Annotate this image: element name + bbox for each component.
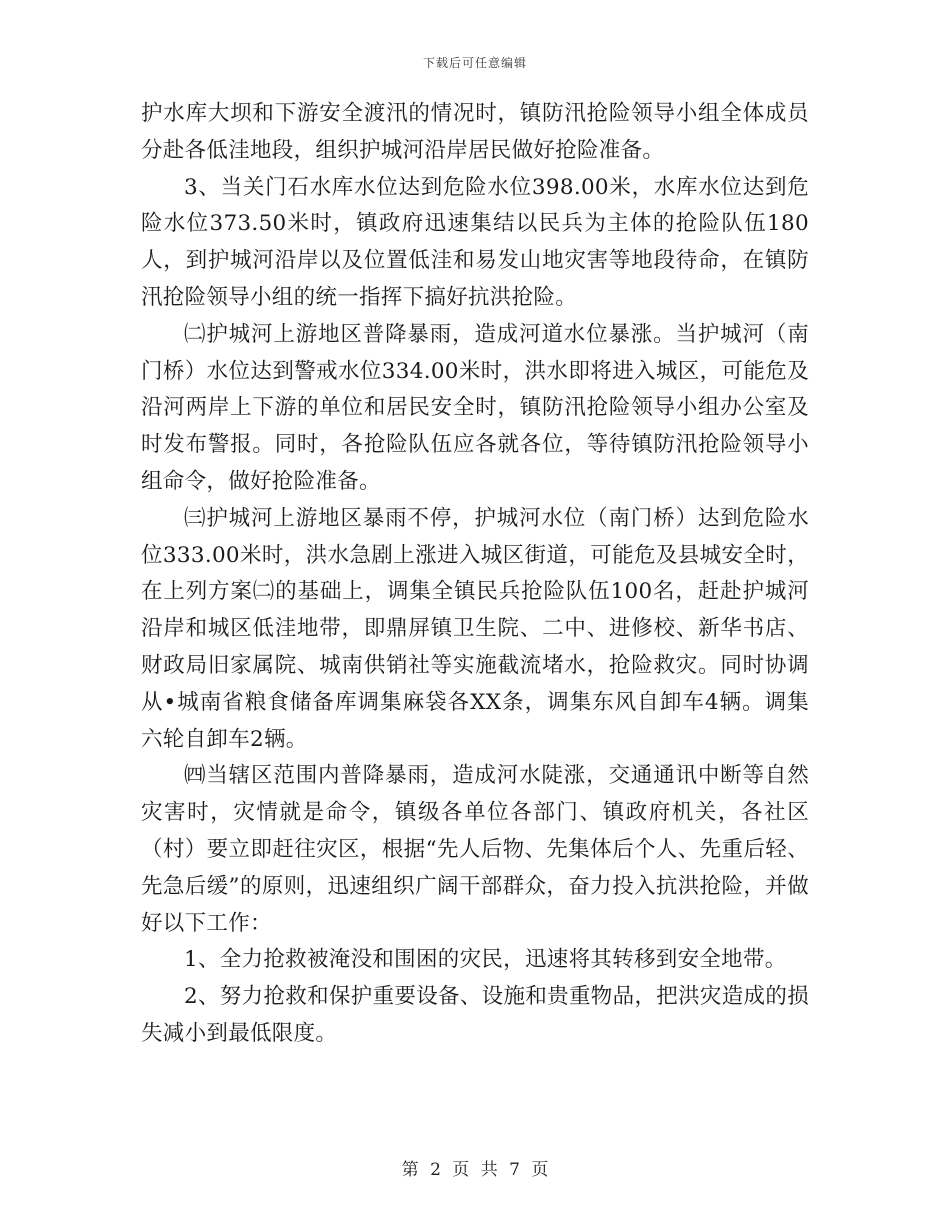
page-header-note: 下载后可任意编辑 — [422, 56, 527, 70]
paragraph-section-2: ㈡护城河上游地区普降暴雨，造成河道水位暴涨。当护城河（南门桥）水位达到警戒水位334.00米时，洪水即将进入城区，可能危及沿河两岸上下游的单位和居民安全时，镇防汛抢险领导小组办公室及时发布警报。同时，各抢险队伍应各就各位，等待镇防汛抢险领导小组命令，做好抢险准备。 — [141, 321, 809, 494]
paragraph-section-3: ㈢护城河上游地区暴雨不停，护城河水位（南门桥）达到危险水位333.00米时，洪水急剧上涨进入城区街道，可能危及县城安全时，在上列方案㈡的基础上，调集全镇民兵抢险队伍100名，赶赴护城河沿岸和城区低洼地带，即鼎屏镇卫生院、二中、进修校、新华书店、财政局旧家属院、城南供销社等实施截流堵水，抢险救灾。同时协调从•城南省粮食储备库调集麻袋各XX条，调集东风自卸车4辆。调集六轮自卸车2辆。 — [141, 505, 809, 752]
paragraph-section-4: ㈣当辖区范围内普降暴雨，造成河水陡涨，交通通讯中断等自然灾害时，灾情就是命令，镇级各单位各部门、镇政府机关，各社区（村）要立即赶往灾区，根据“先人后物、先集体后个人、先重后轻、先急后缓”的原则，迅速组织广阔干部群众，奋力投入抗洪抢险，并做好以下工作： — [141, 763, 809, 936]
paragraph-item-3: 3、当关门石水库水位达到危险水位398.00米，水库水位达到危险水位373.50米时，镇政府迅速集结以民兵为主体的抢险队伍180人，到护城河沿岸以及位置低洼和易发山地灾害等地段待命，在镇防汛抢险领导小组的统一指挥下搞好抗洪抢险。 — [141, 174, 809, 310]
document-body — [141, 96, 809, 1053]
paragraph-task-1: 1、全力抢救被淹没和围困的灾民，迅速将其转移到安全地带。 — [184, 947, 787, 973]
paragraph-task-2: 2、努力抢救和保护重要设备、设施和贵重物品，把洪灾造成的损失减小到最低限度。 — [141, 984, 809, 1046]
paragraph-continuation: 护水库大坝和下游安全渡汛的情况时，镇防汛抢险领导小组全体成员分赴各低洼地段，组织护城河沿岸居民做好抢险准备。 — [141, 101, 809, 163]
page-number-footer: 第 2 页 共 7 页 — [401, 1160, 549, 1180]
